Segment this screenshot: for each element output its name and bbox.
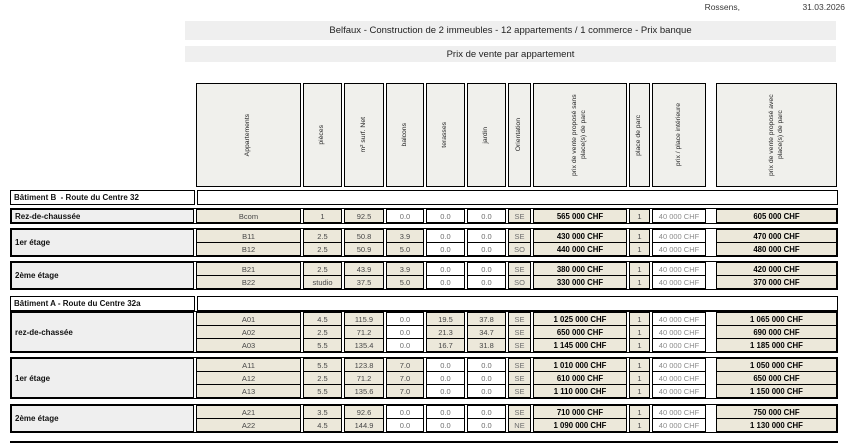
row-spacer: [708, 262, 714, 276]
cell-appartements: A11: [196, 358, 301, 372]
cell-appartements: B21: [196, 262, 301, 276]
table-row: [196, 312, 837, 326]
cell-pieces: 2.5: [303, 262, 342, 276]
cell-prix-place-interieure: 40 000 CHF: [652, 275, 706, 289]
cell-prix-sans-parc: 565 000 CHF: [533, 209, 627, 223]
cell-prix-sans-parc: 330 000 CHF: [533, 275, 627, 289]
floor-group: [10, 311, 838, 353]
cell-terasses: 0.0: [426, 358, 465, 372]
cell-appartements: A02: [196, 325, 301, 339]
col-header-text: place de parc: [635, 114, 643, 156]
col-header-pieces: [303, 83, 342, 187]
row-spacer: [708, 371, 714, 385]
cell-appartements: A22: [196, 418, 301, 432]
cell-terasses: 0.0: [426, 384, 465, 398]
col-header-orientation: [508, 83, 531, 187]
cell-prix-sans-parc: 1 010 000 CHF: [533, 358, 627, 372]
cell-appartements: Bcom: [196, 209, 301, 223]
price-table: [10, 190, 838, 433]
document-title-bar: [185, 21, 836, 40]
cell-appartements: A13: [196, 384, 301, 398]
table-row: [196, 405, 837, 419]
cell-prix-sans-parc: 1 110 000 CHF: [533, 384, 627, 398]
cell-place-de-parc: 1: [629, 418, 650, 432]
cell-appartements: B11: [196, 229, 301, 243]
cell-prix-avec-parc: 650 000 CHF: [716, 371, 837, 385]
cell-terasses: 0.0: [426, 405, 465, 419]
cell-surface-net: 71.2: [344, 325, 384, 339]
page-bottom-rule: [10, 441, 838, 443]
cell-surface-net: 50.8: [344, 229, 384, 243]
cell-prix-avec-parc: 750 000 CHF: [716, 405, 837, 419]
cell-pieces: 5.5: [303, 358, 342, 372]
cell-prix-avec-parc: 370 000 CHF: [716, 275, 837, 289]
cell-orientation: SE: [508, 325, 531, 339]
table-row: [196, 229, 837, 243]
table-row: [196, 242, 837, 256]
cell-place-de-parc: 1: [629, 229, 650, 243]
cell-pieces: 2.5: [303, 229, 342, 243]
row-spacer: [708, 338, 714, 352]
cell-orientation: SE: [508, 384, 531, 398]
cell-orientation: SE: [508, 262, 531, 276]
cell-prix-place-interieure: 40 000 CHF: [652, 358, 706, 372]
cell-jardin: 0.0: [467, 405, 506, 419]
cell-prix-sans-parc: 1 025 000 CHF: [533, 312, 627, 326]
col-header-text: balcons: [400, 123, 408, 147]
document-title: Belfaux - Construction de 2 immeubles - 12 appartements / 1 commerce - Prix banque: [329, 25, 692, 36]
row-spacer: [708, 312, 714, 326]
cell-surface-net: 123.8: [344, 358, 384, 372]
cell-prix-avec-parc: 605 000 CHF: [716, 209, 837, 223]
row-spacer: [708, 384, 714, 398]
col-header-jardin: [467, 83, 506, 187]
cell-pieces: 2.5: [303, 242, 342, 256]
cell-balcons: 3.9: [386, 229, 424, 243]
cell-prix-avec-parc: 420 000 CHF: [716, 262, 837, 276]
cell-appartements: A21: [196, 405, 301, 419]
col-header-text: prix / place intérieure: [674, 103, 682, 167]
col-header-text: terasses: [441, 122, 449, 148]
cell-balcons: 3.9: [386, 262, 424, 276]
table-row: [196, 325, 837, 339]
cell-orientation: SE: [508, 405, 531, 419]
cell-prix-avec-parc: 690 000 CHF: [716, 325, 837, 339]
col-header-text: prix de vente proposé avec place(s) de parc: [767, 94, 784, 176]
cell-jardin: 0.0: [467, 384, 506, 398]
floor-group: [10, 261, 838, 290]
cell-balcons: 0.0: [386, 325, 424, 339]
cell-place-de-parc: 1: [629, 275, 650, 289]
cell-jardin: 31.8: [467, 338, 506, 352]
row-spacer: [708, 358, 714, 372]
table-row: [196, 418, 837, 432]
cell-prix-sans-parc: 440 000 CHF: [533, 242, 627, 256]
col-header-text: Orientation: [515, 118, 523, 152]
cell-prix-place-interieure: 40 000 CHF: [652, 312, 706, 326]
col-header-surface-net: [344, 83, 384, 187]
cell-terasses: 0.0: [426, 209, 465, 223]
cell-place-de-parc: 1: [629, 338, 650, 352]
cell-appartements: A01: [196, 312, 301, 326]
cell-orientation: SE: [508, 358, 531, 372]
cell-balcons: 0.0: [386, 312, 424, 326]
table-column-headers: [196, 83, 837, 187]
cell-prix-place-interieure: 40 000 CHF: [652, 384, 706, 398]
cell-pieces: 3.5: [303, 405, 342, 419]
col-header-prix-sans-parc: [533, 83, 627, 187]
cell-prix-avec-parc: 470 000 CHF: [716, 229, 837, 243]
cell-jardin: 0.0: [467, 418, 506, 432]
cell-orientation: SE: [508, 209, 531, 223]
cell-prix-place-interieure: 40 000 CHF: [652, 262, 706, 276]
cell-prix-sans-parc: 610 000 CHF: [533, 371, 627, 385]
floor-label: 1er étage: [11, 229, 194, 256]
col-header-prix-place-interieure: [652, 83, 706, 187]
cell-prix-sans-parc: 1 145 000 CHF: [533, 338, 627, 352]
section-title: Bâtiment B - Route du Centre 32: [10, 190, 195, 205]
cell-terasses: 0.0: [426, 418, 465, 432]
cell-surface-net: 43.9: [344, 262, 384, 276]
cell-orientation: SE: [508, 338, 531, 352]
table-row: [196, 338, 837, 352]
cell-balcons: 0.0: [386, 338, 424, 352]
cell-pieces: studio: [303, 275, 342, 289]
cell-prix-place-interieure: 40 000 CHF: [652, 229, 706, 243]
cell-jardin: 0.0: [467, 242, 506, 256]
floor-group: [10, 357, 838, 399]
floor-label: 2ème étage: [11, 262, 194, 289]
location-label: Rossens,: [704, 2, 740, 12]
col-header-text: Appartements: [244, 113, 252, 157]
cell-jardin: 0.0: [467, 229, 506, 243]
col-header-balcons: [386, 83, 424, 187]
cell-prix-avec-parc: 1 150 000 CHF: [716, 384, 837, 398]
cell-surface-net: 135.4: [344, 338, 384, 352]
section-title-row: [10, 190, 838, 205]
cell-jardin: 0.0: [467, 209, 506, 223]
cell-jardin: 0.0: [467, 262, 506, 276]
table-row: [196, 384, 837, 398]
floor-group: [10, 228, 838, 257]
table-row: [196, 209, 837, 223]
date-label: 31.03.2026: [802, 2, 845, 12]
table-row: [196, 275, 837, 289]
cell-appartements: A03: [196, 338, 301, 352]
document-subtitle: Prix de vente par appartement: [446, 48, 575, 60]
cell-terasses: 0.0: [426, 229, 465, 243]
cell-orientation: NE: [508, 418, 531, 432]
cell-appartements: B12: [196, 242, 301, 256]
cell-appartements: B22: [196, 275, 301, 289]
cell-place-de-parc: 1: [629, 405, 650, 419]
cell-prix-sans-parc: 380 000 CHF: [533, 262, 627, 276]
cell-terasses: 16.7: [426, 338, 465, 352]
cell-prix-sans-parc: 710 000 CHF: [533, 405, 627, 419]
cell-surface-net: 92.5: [344, 209, 384, 223]
cell-balcons: 7.0: [386, 371, 424, 385]
row-spacer: [708, 418, 714, 432]
cell-prix-avec-parc: 1 065 000 CHF: [716, 312, 837, 326]
table-row: [196, 371, 837, 385]
cell-surface-net: 37.5: [344, 275, 384, 289]
cell-prix-avec-parc: 1 050 000 CHF: [716, 358, 837, 372]
section-title-filler: [197, 190, 838, 205]
floor-label: Rez-de-chaussée: [11, 209, 194, 223]
cell-prix-avec-parc: 1 130 000 CHF: [716, 418, 837, 432]
cell-prix-avec-parc: 1 185 000 CHF: [716, 338, 837, 352]
col-header-appartements: [196, 83, 301, 187]
section-title-row: [10, 296, 838, 311]
row-spacer: [708, 209, 714, 223]
cell-balcons: 0.0: [386, 418, 424, 432]
cell-place-de-parc: 1: [629, 371, 650, 385]
floor-label: rez-de-chassée: [11, 312, 194, 352]
table-row: [196, 262, 837, 276]
row-spacer: [708, 229, 714, 243]
cell-prix-place-interieure: 40 000 CHF: [652, 242, 706, 256]
col-header-text: jardin: [482, 126, 490, 144]
cell-prix-place-interieure: 40 000 CHF: [652, 371, 706, 385]
cell-pieces: 2.5: [303, 371, 342, 385]
cell-jardin: 0.0: [467, 358, 506, 372]
cell-terasses: 0.0: [426, 371, 465, 385]
cell-place-de-parc: 1: [629, 358, 650, 372]
cell-balcons: 0.0: [386, 209, 424, 223]
cell-orientation: SE: [508, 312, 531, 326]
cell-place-de-parc: 1: [629, 384, 650, 398]
cell-terasses: 19.5: [426, 312, 465, 326]
cell-prix-place-interieure: 40 000 CHF: [652, 325, 706, 339]
cell-jardin: 37.8: [467, 312, 506, 326]
cell-jardin: 0.0: [467, 275, 506, 289]
cell-place-de-parc: 1: [629, 262, 650, 276]
cell-prix-sans-parc: 650 000 CHF: [533, 325, 627, 339]
cell-pieces: 4.5: [303, 418, 342, 432]
cell-surface-net: 92.6: [344, 405, 384, 419]
floor-label: 2ème étage: [11, 405, 194, 432]
cell-balcons: 0.0: [386, 405, 424, 419]
document-subtitle-bar: [185, 46, 836, 62]
col-header-place-de-parc: [629, 83, 650, 187]
row-spacer: [708, 325, 714, 339]
cell-appartements: A12: [196, 371, 301, 385]
cell-pieces: 5.5: [303, 338, 342, 352]
cell-terasses: 21.3: [426, 325, 465, 339]
cell-orientation: SE: [508, 229, 531, 243]
cell-balcons: 7.0: [386, 358, 424, 372]
col-header-text: pièces: [318, 125, 326, 145]
cell-prix-sans-parc: 430 000 CHF: [533, 229, 627, 243]
cell-surface-net: 71.2: [344, 371, 384, 385]
cell-pieces: 1: [303, 209, 342, 223]
cell-orientation: SO: [508, 242, 531, 256]
cell-balcons: 5.0: [386, 242, 424, 256]
col-header-prix-avec-parc: [716, 83, 837, 187]
cell-prix-place-interieure: 40 000 CHF: [652, 209, 706, 223]
cell-pieces: 2.5: [303, 325, 342, 339]
cell-pieces: 5.5: [303, 384, 342, 398]
cell-prix-place-interieure: 40 000 CHF: [652, 405, 706, 419]
cell-terasses: 0.0: [426, 275, 465, 289]
floor-group: [10, 208, 838, 224]
col-header-text: prix de vente proposé sans place(s) de parc: [571, 94, 587, 176]
cell-balcons: 7.0: [386, 384, 424, 398]
row-spacer: [708, 405, 714, 419]
cell-terasses: 0.0: [426, 242, 465, 256]
col-header-text: m² surf. Net: [359, 117, 367, 153]
cell-prix-place-interieure: 40 000 CHF: [652, 338, 706, 352]
cell-surface-net: 50.9: [344, 242, 384, 256]
cell-place-de-parc: 1: [629, 312, 650, 326]
header-spacer: [708, 83, 714, 187]
cell-prix-avec-parc: 480 000 CHF: [716, 242, 837, 256]
cell-orientation: SO: [508, 275, 531, 289]
cell-place-de-parc: 1: [629, 325, 650, 339]
cell-orientation: SE: [508, 371, 531, 385]
cell-jardin: 0.0: [467, 371, 506, 385]
table-row: [196, 358, 837, 372]
cell-prix-sans-parc: 1 090 000 CHF: [533, 418, 627, 432]
cell-surface-net: 115.9: [344, 312, 384, 326]
row-spacer: [708, 275, 714, 289]
section-title: Bâtiment A - Route du Centre 32a: [10, 296, 195, 311]
cell-terasses: 0.0: [426, 262, 465, 276]
cell-jardin: 34.7: [467, 325, 506, 339]
cell-surface-net: 144.9: [344, 418, 384, 432]
cell-surface-net: 135.6: [344, 384, 384, 398]
col-header-terasses: [426, 83, 465, 187]
floor-label: 1er étage: [11, 358, 194, 398]
floor-group: [10, 404, 838, 433]
section-title-filler: [197, 296, 838, 311]
cell-place-de-parc: 1: [629, 209, 650, 223]
cell-balcons: 5.0: [386, 275, 424, 289]
cell-pieces: 4.5: [303, 312, 342, 326]
row-spacer: [708, 242, 714, 256]
cell-place-de-parc: 1: [629, 242, 650, 256]
cell-prix-place-interieure: 40 000 CHF: [652, 418, 706, 432]
